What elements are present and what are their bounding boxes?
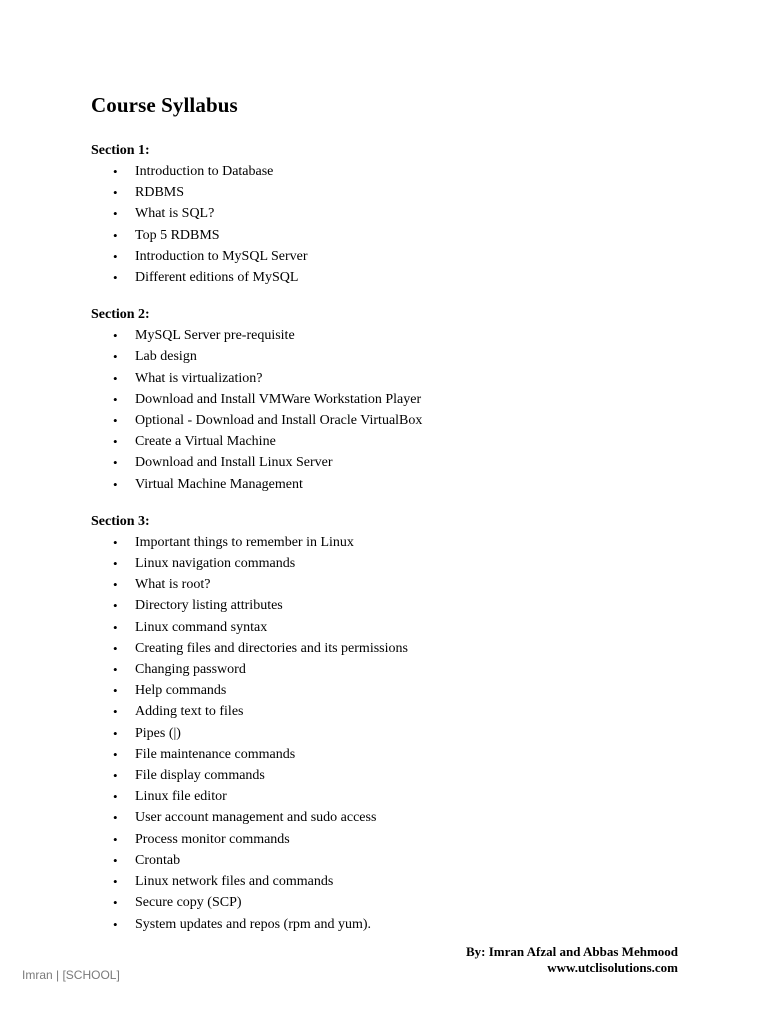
page-title: Course Syllabus xyxy=(91,93,238,117)
sections-container xyxy=(91,140,691,935)
page-footer: Imran | [SCHOOL] xyxy=(22,968,120,982)
list-item xyxy=(91,892,691,913)
list-item xyxy=(91,638,691,659)
list-item-text: Process monitor commands xyxy=(135,831,290,847)
list-item-text: Different editions of MySQL xyxy=(135,270,299,286)
list-item xyxy=(91,410,691,431)
list-item xyxy=(91,807,691,828)
syllabus-section xyxy=(91,304,691,495)
list-item xyxy=(91,765,691,786)
list-item-text: Directory listing attributes xyxy=(135,598,283,614)
section-item-list xyxy=(91,325,691,495)
bullet-icon: • xyxy=(113,640,118,656)
bullet-icon: • xyxy=(113,434,118,450)
bullet-icon: • xyxy=(113,206,118,222)
list-item xyxy=(91,850,691,871)
list-item-text: Create a Virtual Machine xyxy=(135,434,276,450)
list-item-text: Important things to remember in Linux xyxy=(135,534,354,550)
list-item xyxy=(91,474,691,495)
list-item-text: Crontab xyxy=(135,852,181,868)
bullet-icon: • xyxy=(113,852,118,868)
list-item xyxy=(91,553,691,574)
list-item-text: User account management and sudo access xyxy=(135,810,377,826)
bullet-icon: • xyxy=(113,746,118,762)
list-item xyxy=(91,431,691,452)
list-item xyxy=(91,267,691,288)
bullet-icon: • xyxy=(113,895,118,911)
list-item xyxy=(91,368,691,389)
bullet-icon: • xyxy=(113,683,118,699)
credits-authors: By: Imran Afzal and Abbas Mehmood xyxy=(466,944,678,959)
bullet-icon: • xyxy=(113,725,118,741)
bullet-icon: • xyxy=(113,248,118,264)
list-item-text: Introduction to MySQL Server xyxy=(135,248,308,264)
bullet-icon: • xyxy=(113,270,118,286)
document-page xyxy=(91,90,691,951)
list-item xyxy=(91,452,691,473)
bullet-icon: • xyxy=(113,874,118,890)
list-item xyxy=(91,161,691,182)
section-heading: Section 1: xyxy=(91,143,150,158)
bullet-icon: • xyxy=(113,619,118,635)
list-item xyxy=(91,914,691,935)
list-item xyxy=(91,346,691,367)
bullet-icon: • xyxy=(113,789,118,805)
credits-website: www.utclisolutions.com xyxy=(547,960,678,975)
list-item-text: Linux command syntax xyxy=(135,619,268,635)
list-item-text: System updates and repos (rpm and yum). xyxy=(135,916,372,932)
list-item xyxy=(91,325,691,346)
list-item xyxy=(91,744,691,765)
list-item-text: What is virtualization? xyxy=(135,370,263,386)
list-item-text: What is SQL? xyxy=(135,206,215,222)
bullet-icon: • xyxy=(113,598,118,614)
list-item-text: Download and Install Linux Server xyxy=(135,455,333,471)
list-item xyxy=(91,225,691,246)
list-item-text: Creating files and directories and its permissions xyxy=(135,640,408,656)
list-item-text: Linux network files and commands xyxy=(135,874,334,890)
list-item-text: File maintenance commands xyxy=(135,746,296,762)
list-item xyxy=(91,659,691,680)
bullet-icon: • xyxy=(113,704,118,720)
bullet-icon: • xyxy=(113,164,118,179)
list-item-text: RDBMS xyxy=(135,185,185,201)
bullet-icon: • xyxy=(113,328,118,344)
bullet-icon: • xyxy=(113,349,118,365)
syllabus-section xyxy=(91,511,691,935)
list-item xyxy=(91,786,691,807)
list-item xyxy=(91,532,691,553)
list-item xyxy=(91,182,691,203)
bullet-icon: • xyxy=(113,455,118,471)
bullet-icon: • xyxy=(113,831,118,847)
list-item-text: Optional - Download and Install Oracle VirtualBox xyxy=(135,413,423,429)
list-item-text: Secure copy (SCP) xyxy=(135,895,242,911)
bullet-icon: • xyxy=(113,476,118,492)
bullet-icon: • xyxy=(113,916,118,932)
section-item-list xyxy=(91,161,691,288)
list-item-text: Help commands xyxy=(135,683,227,699)
list-item-text: Pipes (|) xyxy=(135,725,181,741)
list-item-text: What is root? xyxy=(135,577,211,593)
credits-block xyxy=(466,944,678,976)
bullet-icon: • xyxy=(113,185,118,201)
list-item-text: File display commands xyxy=(135,768,265,784)
list-item xyxy=(91,871,691,892)
list-item-text: Linux file editor xyxy=(135,789,227,805)
bullet-icon: • xyxy=(113,370,118,386)
syllabus-section xyxy=(91,140,691,288)
list-item xyxy=(91,595,691,616)
list-item xyxy=(91,246,691,267)
list-item-text: Download and Install VMWare Workstation Player xyxy=(135,391,422,407)
list-item xyxy=(91,829,691,850)
list-item-text: Lab design xyxy=(135,349,197,365)
section-item-list xyxy=(91,532,691,935)
list-item-text: Adding text to files xyxy=(135,704,244,720)
list-item xyxy=(91,680,691,701)
list-item xyxy=(91,574,691,595)
bullet-icon: • xyxy=(113,391,118,407)
list-item xyxy=(91,723,691,744)
bullet-icon: • xyxy=(113,413,118,429)
bullet-icon: • xyxy=(113,534,118,550)
bullet-icon: • xyxy=(113,662,118,678)
list-item xyxy=(91,701,691,722)
list-item-text: Virtual Machine Management xyxy=(135,476,303,492)
bullet-icon: • xyxy=(113,810,118,826)
list-item-text: Top 5 RDBMS xyxy=(135,227,220,243)
list-item-text: Changing password xyxy=(135,662,246,678)
section-heading: Section 3: xyxy=(91,513,150,529)
bullet-icon: • xyxy=(113,768,118,784)
list-item xyxy=(91,203,691,224)
bullet-icon: • xyxy=(113,556,118,572)
list-item-text: MySQL Server pre-requisite xyxy=(135,328,295,344)
section-heading: Section 2: xyxy=(91,307,150,323)
bullet-icon: • xyxy=(113,227,118,243)
bullet-icon: • xyxy=(113,577,118,593)
list-item xyxy=(91,617,691,638)
list-item-text: Linux navigation commands xyxy=(135,556,296,572)
list-item-text: Introduction to Database xyxy=(135,164,274,179)
list-item xyxy=(91,389,691,410)
